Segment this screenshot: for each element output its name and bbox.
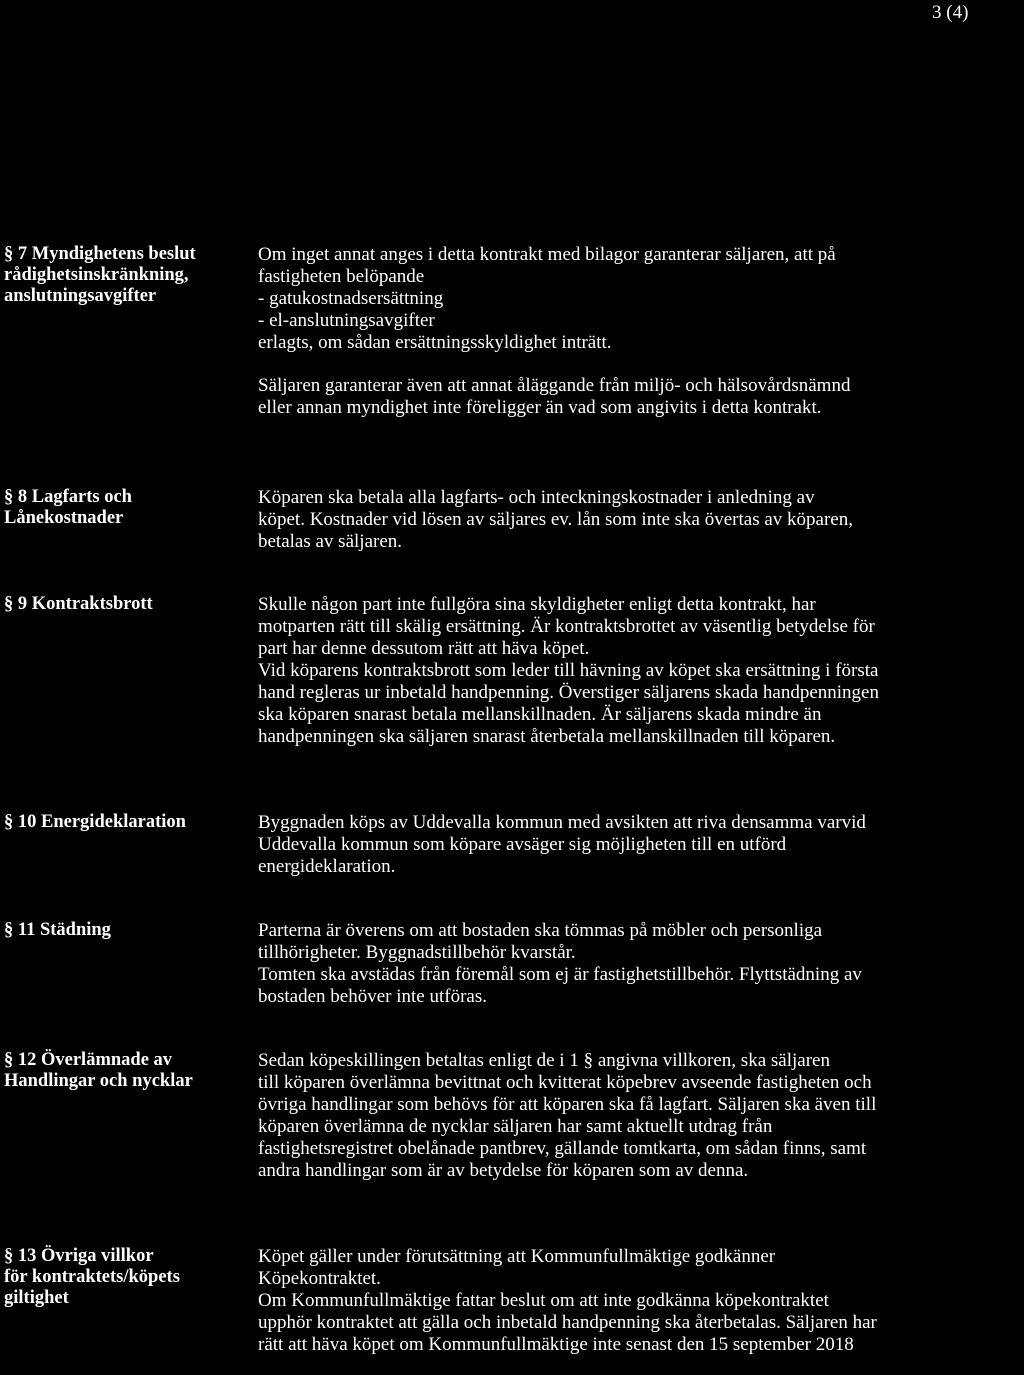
section-body bbox=[258, 244, 1024, 419]
heading-line: § 11 Städning bbox=[4, 920, 111, 940]
body-line: hand regleras ur inbetald handpenning. Överstiger säljarens skada handpenningen bbox=[258, 682, 879, 703]
section-heading bbox=[4, 594, 254, 615]
body-line: Skulle någon part inte fullgöra sina skyldigheter enligt detta kontrakt, har bbox=[258, 594, 816, 615]
section-heading bbox=[4, 920, 254, 941]
heading-line: anslutningsavgifter bbox=[4, 286, 157, 306]
body-line: Vid köparens kontraktsbrott som leder till hävning av köpet ska ersättning i första bbox=[258, 660, 879, 681]
body-line: Köpet gäller under förutsättning att Kommunfullmäktige godkänner bbox=[258, 1246, 776, 1267]
body-line: Byggnaden köps av Uddevalla kommun med avsikten att riva densamma varvid bbox=[258, 812, 866, 833]
heading-line: § 9 Kontraktsbrott bbox=[4, 594, 153, 614]
section-body bbox=[258, 1050, 1024, 1182]
body-line: rätt att häva köpet om Kommunfullmäktige inte senast den 15 september 2018 bbox=[258, 1334, 854, 1355]
heading-line: Handlingar och nycklar bbox=[4, 1071, 193, 1091]
body-line: eller annan myndighet inte föreligger än vad som angivits i detta kontrakt. bbox=[258, 397, 822, 418]
body-line: ska köparen snarast betala mellanskillnaden. Är säljarens skada mindre än bbox=[258, 704, 822, 725]
body-line: energideklaration. bbox=[258, 856, 396, 877]
body-line: Sedan köpeskillingen betaltas enligt de i 1 § angivna villkoren, ska säljaren bbox=[258, 1050, 830, 1071]
section-body bbox=[258, 920, 1024, 1008]
body-line: fastighetsregistret obelånade pantbrev, gällande tomtkarta, om sådan finns, samt bbox=[258, 1138, 867, 1159]
section-heading bbox=[4, 487, 254, 529]
body-line: Uddevalla kommun som köpare avsäger sig möjligheten till en utförd bbox=[258, 834, 787, 855]
heading-line: Lånekostnader bbox=[4, 508, 124, 528]
body-line: bostaden behöver inte utföras. bbox=[258, 986, 487, 1007]
section-heading bbox=[4, 812, 254, 833]
body-line: Parterna är överens om att bostaden ska tömmas på möbler och personliga bbox=[258, 920, 823, 941]
body-line: motparten rätt till skälig ersättning. Är kontraktsbrottet av väsentlig betydelse för bbox=[258, 616, 875, 637]
section-heading bbox=[4, 1246, 254, 1309]
body-line: till köparen överlämna bevittnat och kvitterat köpebrev avseende fastigheten och bbox=[258, 1072, 872, 1093]
body-line: Köpekontraktet. bbox=[258, 1268, 381, 1289]
heading-line: för kontraktets/köpets bbox=[4, 1267, 180, 1287]
page-number: 3 (4) bbox=[932, 2, 969, 23]
heading-line: § 10 Energideklaration bbox=[4, 812, 186, 832]
section-body bbox=[258, 812, 1024, 878]
body-line: andra handlingar som är av betydelse för köparen som av denna. bbox=[258, 1160, 749, 1181]
section-heading bbox=[4, 244, 254, 307]
section-body bbox=[258, 487, 1024, 553]
section-heading bbox=[4, 1050, 254, 1092]
body-line: köpet. Kostnader vid lösen av säljares ev. lån som inte ska övertas av köparen, bbox=[258, 509, 853, 530]
body-line: betalas av säljaren. bbox=[258, 531, 403, 552]
heading-line: giltighet bbox=[4, 1288, 69, 1308]
heading-line: § 12 Överlämnade av bbox=[4, 1050, 173, 1070]
body-line: Om Kommunfullmäktige fattar beslut om att inte godkänna köpekontraktet bbox=[258, 1290, 829, 1311]
heading-line: § 13 Övriga villkor bbox=[4, 1246, 154, 1266]
heading-line: § 8 Lagfarts och bbox=[4, 487, 132, 507]
body-line: - gatukostnadsersättning bbox=[258, 288, 444, 309]
body-line: Köparen ska betala alla lagfarts- och inteckningskostnader i anledning av bbox=[258, 487, 815, 508]
body-line: övriga handlingar som behövs för att köparen ska få lagfart. Säljaren ska även till bbox=[258, 1094, 877, 1115]
heading-line: rådighetsinskränkning, bbox=[4, 265, 189, 285]
body-line: handpenningen ska säljaren snarast återbetala mellanskillnaden till köparen. bbox=[258, 726, 836, 747]
heading-line: § 7 Myndighetens beslut bbox=[4, 244, 196, 264]
body-line: Tomten ska avstädas från föremål som ej är fastighetstillbehör. Flyttstädning av bbox=[258, 964, 862, 985]
body-line: fastigheten belöpande bbox=[258, 266, 425, 287]
body-line: tillhörigheter. Byggnadstillbehör kvarstår. bbox=[258, 942, 576, 963]
body-line: köparen överlämna de nycklar säljaren har samt aktuellt utdrag från bbox=[258, 1116, 773, 1137]
body-line: Säljaren garanterar även att annat åläggande från miljö- och hälsovårdsnämnd bbox=[258, 375, 851, 396]
body-line: - el-anslutningsavgifter bbox=[258, 310, 435, 331]
body-line: part har denne dessutom rätt att häva köpet. bbox=[258, 638, 590, 659]
body-line: erlagts, om sådan ersättningsskyldighet inträtt. bbox=[258, 332, 612, 353]
section-body bbox=[258, 594, 1024, 748]
section-body bbox=[258, 1246, 1024, 1356]
body-line: upphör kontraktet att gälla och inbetald handpenning ska återbetalas. Säljaren har bbox=[258, 1312, 877, 1333]
body-line: Om inget annat anges i detta kontrakt med bilagor garanterar säljaren, att på bbox=[258, 244, 836, 265]
